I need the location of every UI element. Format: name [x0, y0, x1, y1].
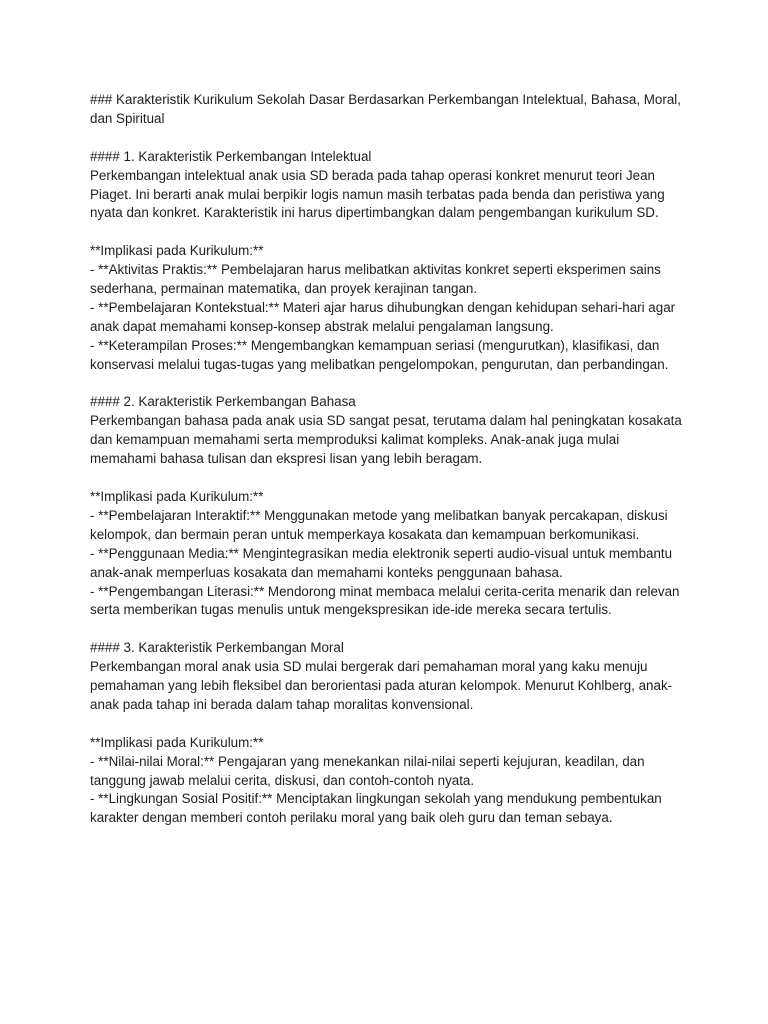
bullet-item: - **Pengembangan Literasi:** Mendorong minat membaca melalui cerita-cerita menarik dan relevan serta memberikan tugas menulis untuk mengekspresikan ide-ide mereka secara tertulis. [90, 583, 684, 618]
paragraph-gap [90, 129, 688, 148]
paragraph-gap [90, 715, 688, 734]
section-heading-moral: #### 3. Karakteristik Perkembangan Moral [90, 640, 344, 656]
document-title: ### Karakteristik Kurikulum Sekolah Dasar Berdasarkan Perkembangan Intelektual, Bahasa, Moral, dan Spiritual [90, 92, 685, 126]
implication-label: **Implikasi pada Kurikulum:** [90, 734, 264, 750]
paragraph-gap [90, 620, 688, 639]
paragraph-gap [90, 223, 688, 242]
section-heading-intelektual: #### 1. Karakteristik Perkembangan Intelektual [90, 148, 372, 164]
implication-label: **Implikasi pada Kurikulum:** [90, 243, 264, 259]
bullet-item: - **Lingkungan Sosial Positif:** Menciptakan lingkungan sekolah yang mendukung pembentukan karakter dengan memberi contoh perilaku moral yang baik oleh guru dan teman sebaya. [90, 791, 666, 826]
bullet-item: - **Keterampilan Proses:** Mengembangkan kemampuan seriasi (mengurutkan), klasifikasi, dan konservasi melalui tugas-tugas yang melibatkan pengelompokan, pengurutan, dan perbandingan. [90, 337, 669, 372]
bullet-item: - **Nilai-nilai Moral:** Pengajaran yang menekankan nilai-nilai seperti kejujuran, keadilan, dan tanggung jawab melalui cerita, diskusi, dan contoh-contoh nyata. [90, 753, 649, 788]
bullet-item: - **Pembelajaran Interaktif:** Menggunakan metode yang melibatkan banyak percakapan, diskusi kelompok, dan bermain peran untuk memperkaya kosakata dan kemampuan berkomunikasi. [90, 507, 672, 542]
section-body-moral: Perkembangan moral anak usia SD mulai bergerak dari pemahaman moral yang kaku menuju pemahaman yang lebih fleksibel dan berorientasi pada aturan kelompok. Menurut Kohlberg, anak-anak pada tahap ini berada dalam tahap moralitas konvensional. [90, 659, 673, 712]
implication-label: **Implikasi pada Kurikulum:** [90, 488, 264, 504]
bullet-item: - **Penggunaan Media:** Mengintegrasikan media elektronik seperti audio-visual untuk membantu anak-anak memperluas kosakata dan memahami konteks penggunaan bahasa. [90, 545, 676, 580]
bullet-item: - **Aktivitas Praktis:** Pembelajaran harus melibatkan aktivitas konkret seperti eksperimen sains sederhana, permainan matematika, dan proyek kerajinan tangan. [90, 262, 665, 297]
section-body-bahasa: Perkembangan bahasa pada anak usia SD sangat pesat, terutama dalam hal peningkatan kosakata dan kemampuan memahami serta memproduksi kalimat kompleks. Anak-anak juga mulai memahami bahasa tulisan dan ekspresi lisan yang lebih beragam. [90, 413, 686, 467]
section-heading-bahasa: #### 2. Karakteristik Perkembangan Bahasa [90, 394, 356, 410]
section-body-intelektual: Perkembangan intelektual anak usia SD berada pada tahap operasi konkret menurut teori Jean Piaget. Ini berarti anak mulai berpikir logis namun masih terbatas pada benda dan peristiwa yang nyata dan konkret. Karakteristik ini harus dipertimbangkan dalam pengembangan kurikulum SD. [90, 167, 669, 221]
document-body [90, 91, 688, 828]
paragraph-gap [90, 375, 688, 394]
paragraph-gap [90, 469, 688, 488]
bullet-item: - **Pembelajaran Kontekstual:** Materi ajar harus dihubungkan dengan kehidupan sehari-hari agar anak dapat memahami konsep-konsep abstrak melalui pengalaman langsung. [90, 299, 679, 334]
